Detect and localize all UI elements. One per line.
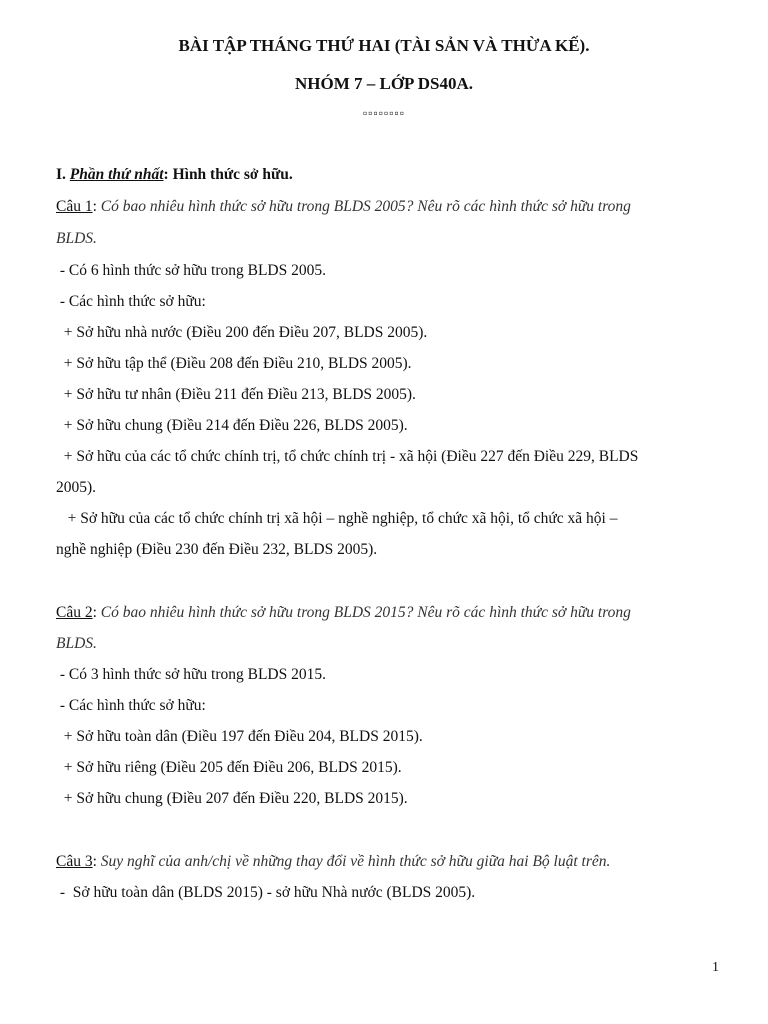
section-heading <box>56 166 724 184</box>
question-colon: : <box>92 853 101 870</box>
group-subtitle: NHÓM 7 – LỚP DS40A. <box>294 74 474 93</box>
answer-line: + Sở hữu toàn dân (Điều 197 đến Điều 204, BLDS 2015). <box>56 728 423 745</box>
question-label: Câu 3 <box>56 853 93 870</box>
answer-line: 2005). <box>56 479 97 496</box>
question-text-cont: BLDS. <box>56 230 97 247</box>
answer-line: + Sở hữu của các tổ chức chính trị, tổ chức chính trị - xã hội (Điều 227 đến Điều 229, BLDS <box>56 448 639 465</box>
answer-line: nghề nghiệp (Điều 230 đến Điều 232, BLDS 2005). <box>56 541 378 558</box>
document-title: BÀI TẬP THÁNG THỨ HAI (TÀI SẢN VÀ THỪA KẾ). <box>178 36 590 55</box>
answer-line: + Sở hữu riêng (Điều 205 đến Điều 206, BLDS 2015). <box>56 759 402 776</box>
question-text: Có bao nhiêu hình thức sở hữu trong BLDS 2015? Nêu rõ các hình thức sở hữu trong <box>100 604 631 621</box>
answer-line: - Các hình thức sở hữu: <box>56 293 206 310</box>
question-colon: : <box>92 198 101 215</box>
section-label: Phần thứ nhất <box>69 166 164 183</box>
question-colon: : <box>92 604 101 621</box>
question-label: Câu 2 <box>56 604 93 621</box>
answer-line: + Sở hữu nhà nước (Điều 200 đến Điều 207, BLDS 2005). <box>56 324 428 341</box>
question-label: Câu 1 <box>56 198 93 215</box>
answer-line: + Sở hữu của các tổ chức chính trị xã hội – nghề nghiệp, tổ chức xã hội, tổ chức xã hội – <box>56 510 618 527</box>
answer-line: + Sở hữu chung (Điều 214 đến Điều 226, BLDS 2005). <box>56 417 408 434</box>
answer-line: + Sở hữu chung (Điều 207 đến Điều 220, BLDS 2015). <box>56 790 408 807</box>
answer-line: - Sở hữu toàn dân (BLDS 2015) - sở hữu Nhà nước (BLDS 2005). <box>56 884 476 901</box>
question-2 <box>56 604 724 622</box>
section-number: I. <box>56 166 70 183</box>
question-text: Suy nghĩ của anh/chị về những thay đổi về hình thức sở hữu giữa hai Bộ luật trên. <box>100 853 611 870</box>
answer-line: - Có 6 hình thức sở hữu trong BLDS 2005. <box>56 262 326 279</box>
question-text-cont: BLDS. <box>56 635 97 652</box>
question-1 <box>56 198 724 216</box>
section-colon: : <box>163 166 173 183</box>
title-ornament: ▫▫▫▫▫▫▫▫ <box>362 106 406 120</box>
question-3 <box>56 853 724 871</box>
answer-line: - Các hình thức sở hữu: <box>56 697 206 714</box>
answer-line: + Sở hữu tập thể (Điều 208 đến Điều 210, BLDS 2005). <box>56 355 412 372</box>
page-number: 1 <box>712 960 719 975</box>
answer-line: - Có 3 hình thức sở hữu trong BLDS 2015. <box>56 666 326 683</box>
question-text: Có bao nhiêu hình thức sở hữu trong BLDS 2005? Nêu rõ các hình thức sở hữu trong <box>100 198 631 215</box>
section-name: Hình thức sở hữu. <box>172 166 293 183</box>
answer-line: + Sở hữu tư nhân (Điều 211 đến Điều 213, BLDS 2005). <box>56 386 416 403</box>
